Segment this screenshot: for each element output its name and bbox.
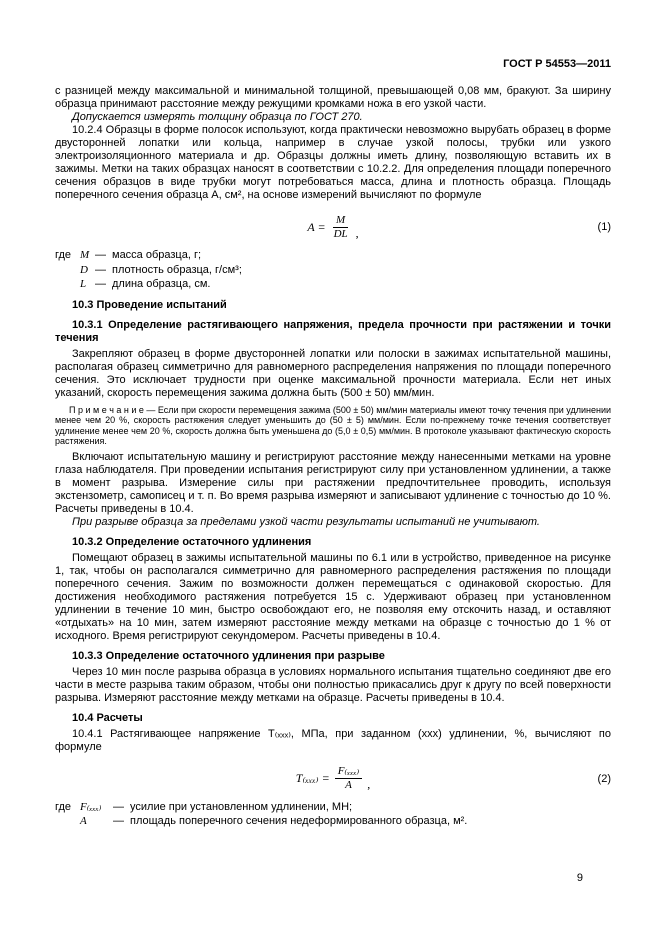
heading-10-3-3: 10.3.3 Определение остаточного удлинения при разрыве <box>72 649 385 662</box>
dash: — <box>95 249 106 261</box>
formula-1-denominator: DL <box>333 227 348 240</box>
paragraph-10-2-4: 10.2.4 Образцы в форме полосок используют, когда практически невозможно вырубать образец в форме двусторонней лопатки или кольца, например в случае узкой полосы, трубки или узкого электроизоляционного материала и др. Образцы должны иметь длину, позволяющую вставить их в зажимы. Метки на таких образцах наносят в соответствии с 10.2.2. Для определения площади поперечного сечения образцов в виде трубки могут потребоваться масса, длина и плотность образца. Площадь поперечного сечения образца A, см², на основе измерений вычисляют по формуле <box>55 124 611 201</box>
formula-2-numerator: F₍ₓₓₓ₎ <box>335 765 363 779</box>
heading-10-3: 10.3 Проведение испытаний <box>72 298 227 311</box>
formula-1-lhs: A = <box>307 219 326 234</box>
where-row <box>55 263 611 278</box>
formula-2-fraction <box>335 765 363 792</box>
formula-1-expression <box>307 214 358 241</box>
paragraph-allowance-italic: Допускается измерять толщину образца по ГОСТ 270. <box>72 111 363 123</box>
where-row <box>55 800 611 815</box>
dash: — <box>113 800 124 813</box>
variable-description: площадь поперечного сечения недеформированного образца, м². <box>130 815 468 827</box>
note-block: П р и м е ч а н и е — Если при скорости перемещения зажима (500 ± 50) мм/мин материалы имеют точку течения при удлинении менее чем 20 %, скорость растяжения следует уменьшить до (50 ± 5) мм/мин. Если по-прежнему точке течения соответствует удлинение менее чем 20 %, скорость должна быть уменьшена до (5,0 ± 0,5) мм/мин. В протоколе указывают фактическую скорость растяжения. <box>55 404 612 446</box>
formula-1-row <box>55 211 611 243</box>
variable-term: D <box>80 263 88 276</box>
variable-description: плотность образца, г/см³; <box>112 263 242 276</box>
formula-2-expression <box>296 765 370 792</box>
page-number: 9 <box>576 872 583 884</box>
variable-term: M <box>80 249 90 261</box>
dash: — <box>95 263 106 276</box>
where-list-formula-1 <box>55 248 611 292</box>
formula-1-fraction <box>331 214 351 241</box>
where-intro: где <box>55 249 72 261</box>
variable-description: усилие при установленном удлинении, МН; <box>130 800 353 813</box>
variable-description: длина образца, см. <box>112 278 211 290</box>
formula-2-comma: , <box>367 777 371 791</box>
page-content <box>55 58 611 829</box>
where-intro <box>55 263 80 278</box>
paragraph-residual-elongation: Помещают образец в зажимы испытательной машины по 6.1 или в устройство, приведенное на рисунке 1, так, чтобы он располагался симметрично для равномерного распределения растяжения по площади поперечного сечения. Зажим по возможности должен перемещаться с одинаковой скоростью. Для достижения необходимого растяжения потребуется 15 с. Удерживают образец при установленном удлинении в течение 10 мин, быстро освобождают его, не позволяя ему отскочить назад, и оставляют «отдыхать» на 10 мин, затем измеряют расстояние между метками на образце с точностью до 1 % от исходного. Время регистрируют секундомером. Расчеты приведены в 10.4. <box>55 551 611 642</box>
where-intro <box>55 814 80 829</box>
heading-10-3-2: 10.3.2 Определение остаточного удлинения <box>72 535 312 548</box>
variable-term: L <box>80 278 87 290</box>
heading-10-4: 10.4 Расчеты <box>72 711 143 724</box>
where-row <box>55 277 611 292</box>
paragraph-testing: Включают испытательную машину и регистрируют расстояние между нанесенными метками на уровне глаза наблюдателя. При проведении испытания регистрируют силу при установленном удлинении, а также в момент разрыва. Измерение силы при растяжении предпочтительнее проводить, используя экстензометр, самописец и т. п. Во время разрыва измеряют и записывают удлинение с точностью до 10 %. Расчеты приведены в 10.4. <box>55 450 611 515</box>
formula-1-comma: , <box>355 225 359 240</box>
variable-term: F₍ₓₓₓ₎ <box>80 800 102 813</box>
formula-2-row <box>55 763 611 795</box>
where-row <box>55 814 611 829</box>
where-intro: где <box>55 800 72 813</box>
where-row <box>55 248 611 263</box>
paragraph-rupture-italic: При разрыве образца за пределами узкой части результаты испытаний не учитывают. <box>72 515 540 528</box>
formula-2-lhs: T₍ₓₓₓ₎ = <box>295 771 330 785</box>
heading-10-3-1: 10.3.1 Определение растягивающего напряжения, предела прочности при растяжении и точки течения <box>55 318 611 344</box>
formula-2-denominator: A <box>345 779 352 791</box>
dash: — <box>113 815 124 827</box>
where-list-formula-2 <box>55 800 611 829</box>
variable-description: масса образца, г; <box>112 249 202 261</box>
paragraph-continuation: с разницей между максимальной и минимальной толщиной, превышающей 0,08 мм, бракуют. За ширину образца принимают расстояние между режущими кромками ножа в его узкой части. <box>55 85 611 110</box>
dash: — <box>95 278 106 290</box>
variable-term: A <box>80 815 87 827</box>
formula-2-number: (2) <box>597 772 611 785</box>
formula-1-number: (1) <box>597 221 611 233</box>
document-code: ГОСТ Р 54553—2011 <box>503 58 611 70</box>
paragraph-clamping: Закрепляют образец в форме двусторонней лопатки или полоски в зажимах испытательной машины, располагая образец симметрично для равномерного распределения напряжения по площади поперечного сечения. Это исключает трудности при оценке максимальной прочности материала. Если нет иных указаний, скорость перемещения зажима должна быть (500 ± 50) мм/мин. <box>55 347 611 399</box>
formula-1-numerator: M <box>333 214 348 228</box>
paragraph-10-4-1: 10.4.1 Растягивающее напряжение T₍ₓₓₓ₎, МПа, при заданном (xxx) удлинении, %, вычисляют по формуле <box>55 727 611 753</box>
where-intro <box>55 277 80 292</box>
paragraph-residual-at-break: Через 10 мин после разрыва образца в условиях нормального испытания тщательно соединяют две его части в месте разрыва таким образом, чтобы они полностью прикасались друг к другу по всей поверхности разрыва. Измеряют расстояние между метками на образце. Расчеты приведены в 10.4. <box>55 665 611 704</box>
